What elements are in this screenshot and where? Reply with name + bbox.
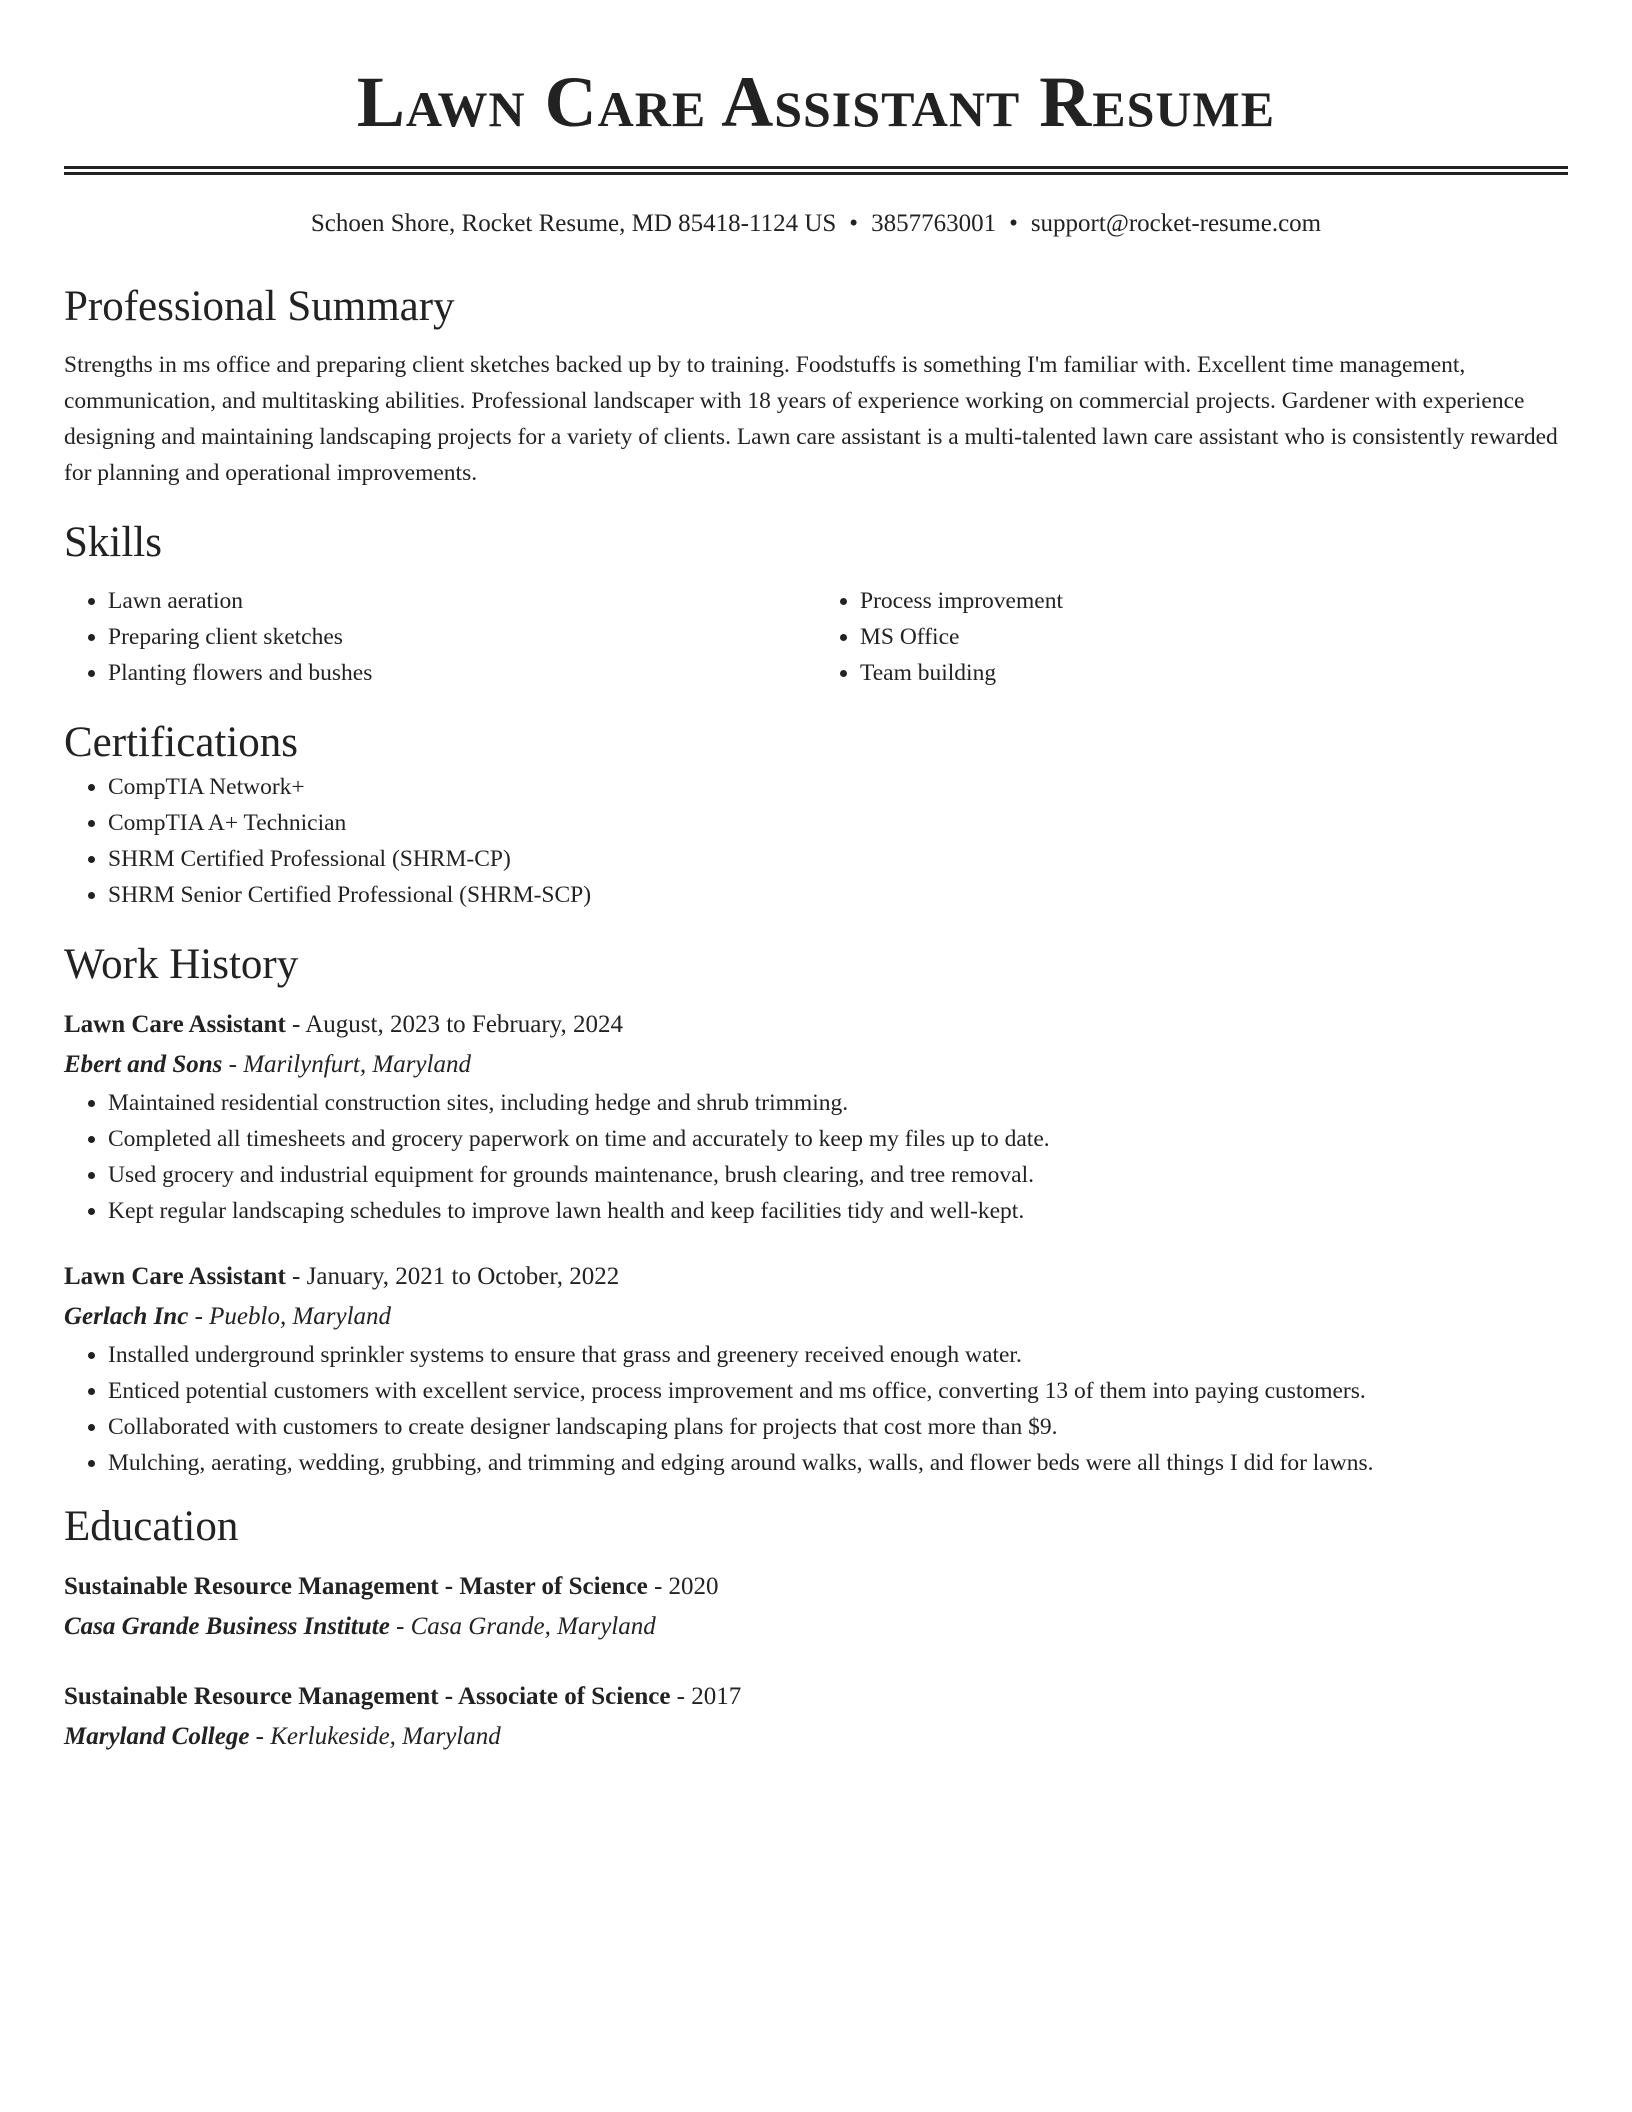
certification-item: • CompTIA A+ Technician: [108, 805, 1568, 841]
education-year: 2017: [691, 1683, 742, 1710]
skills-column-left: [64, 583, 816, 691]
education-location: Casa Grande, Maryland: [410, 1613, 656, 1640]
certification-item: • SHRM Senior Certified Professional (SHRM-SCP): [108, 877, 1568, 913]
page-title: Lawn Care Assistant Resume: [356, 62, 1276, 142]
education-header: Sustainable Resource Management - Associate of Science - 2017: [64, 1683, 742, 1710]
job-role: Lawn Care Assistant: [64, 1011, 286, 1038]
job-duty: • Collaborated with customers to create designer landscaping plans for projects that cost more than $9.: [108, 1409, 1568, 1445]
skills-column-right: [816, 583, 1568, 691]
certification-item: • SHRM Certified Professional (SHRM-CP): [108, 841, 1568, 877]
education-heading: Education: [64, 1503, 239, 1550]
education-school-line: Casa Grande Business Institute - Casa Grande, Maryland: [64, 1613, 656, 1640]
certifications-list: [64, 769, 1568, 913]
job-dates: August, 2023 to February, 2024: [305, 1011, 624, 1038]
job-duties-list: [64, 1085, 1568, 1229]
skill-item: • MS Office: [860, 619, 1568, 655]
certifications-heading: Certifications: [64, 719, 299, 766]
job-duty: • Used grocery and industrial equipment for grounds maintenance, brush clearing, and tree removal.: [108, 1157, 1568, 1193]
contact-address: Schoen Shore, Rocket Resume, MD 85418-1124 US: [310, 210, 837, 237]
education-entry: [64, 1567, 1568, 1647]
education-year: 2020: [668, 1573, 719, 1600]
job-location: Pueblo, Maryland: [209, 1303, 392, 1330]
contact-phone: 3857763001: [871, 210, 997, 237]
job-company: Ebert and Sons: [64, 1051, 223, 1078]
skill-item: • Preparing client sketches: [108, 619, 816, 655]
job-duty: • Completed all timesheets and grocery paperwork on time and accurately to keep my files up to date.: [108, 1121, 1568, 1157]
skills-list: [64, 583, 1568, 691]
education-degree: Sustainable Resource Management - Master of Science: [64, 1573, 648, 1600]
job-company-line: Ebert and Sons - Marilynfurt, Maryland: [64, 1051, 471, 1078]
job-duty: • Installed underground sprinkler systems to ensure that grass and greenery received enough water.: [108, 1337, 1568, 1373]
summary-text: Strengths in ms office and preparing client sketches backed up by to training. Foodstuffs is something I'm familiar with. Excellent time management, communication, and multitasking abilities. Professional landscaper with 18 years of experience working on commercial projects. Gardener with experience designing and maintaining landscaping projects for a variety of clients. Lawn care assistant is a multi-talented lawn care assistant who is consistently rewarded for planning and operational improvements.: [64, 352, 1558, 486]
education-entry: [64, 1677, 1568, 1757]
job-entry: [64, 1257, 1568, 1481]
education-degree: Sustainable Resource Management - Associate of Science: [64, 1683, 671, 1710]
job-duty: • Mulching, aerating, wedding, grubbing, and trimming and edging around walks, walls, and flower beds were all things I did for lawns.: [108, 1445, 1568, 1481]
contact-line: [64, 207, 1568, 241]
job-header: Lawn Care Assistant - August, 2023 to February, 2024: [64, 1011, 624, 1038]
job-company-line: Gerlach Inc - Pueblo, Maryland: [64, 1303, 392, 1330]
title-divider: [64, 166, 1568, 175]
education-header: Sustainable Resource Management - Master of Science - 2020: [64, 1573, 719, 1600]
certification-item: • CompTIA Network+: [108, 769, 1568, 805]
job-company: Gerlach Inc: [64, 1303, 189, 1330]
education-school: Maryland College: [64, 1723, 250, 1750]
skill-item: • Planting flowers and bushes: [108, 655, 816, 691]
job-role: Lawn Care Assistant: [64, 1263, 286, 1290]
skill-item: • Process improvement: [860, 583, 1568, 619]
education-location: Kerlukeside, Maryland: [270, 1723, 501, 1750]
job-dates: January, 2021 to October, 2022: [306, 1263, 620, 1290]
skill-item: • Lawn aeration: [108, 583, 816, 619]
job-location: Marilynfurt, Maryland: [243, 1051, 471, 1078]
contact-email: support@rocket-resume.com: [1030, 210, 1322, 237]
contact-separator: •: [1009, 210, 1018, 237]
job-duty: • Maintained residential construction sites, including hedge and shrub trimming.: [108, 1085, 1568, 1121]
job-duties-list: [64, 1337, 1568, 1481]
education-school: Casa Grande Business Institute: [64, 1613, 390, 1640]
job-duty: • Kept regular landscaping schedules to improve lawn health and keep facilities tidy and well-kept.: [108, 1193, 1568, 1229]
work-history-heading: Work History: [64, 941, 299, 988]
job-entry: [64, 1005, 1568, 1229]
contact-separator: •: [849, 210, 859, 237]
skill-item: • Team building: [860, 655, 1568, 691]
skills-heading: Skills: [64, 519, 162, 566]
job-duty: • Enticed potential customers with excellent service, process improvement and ms office, converting 13 of them into paying customers.: [108, 1373, 1568, 1409]
job-header: Lawn Care Assistant - January, 2021 to October, 2022: [64, 1263, 620, 1290]
summary-heading: Professional Summary: [64, 283, 455, 330]
education-school-line: Maryland College - Kerlukeside, Maryland: [64, 1723, 501, 1750]
